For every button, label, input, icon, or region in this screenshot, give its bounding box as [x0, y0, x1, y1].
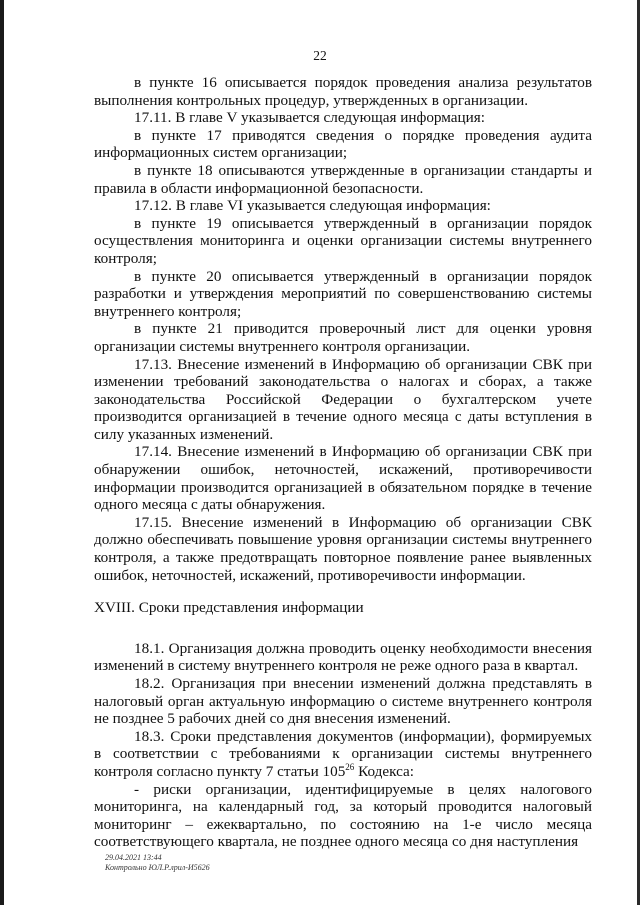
paragraph-18-3-text: 18.3. Сроки представления документов (информации), формируемых в соответствии с требованиями к организации системы внутреннего контроля согласно пункту 7 статьи 105 — [94, 727, 592, 780]
paragraph-1: в пункте 16 описывается порядок проведения анализа результатов выполнения контрольных процедур, утвержденных в организации. — [94, 74, 592, 109]
paragraph-9: 17.13. Внесение изменений в Информацию об организации СВК при изменении требований законодательства о налогах и сборах, а также законодательства Российской Федерации о бухгалтерском учете производится организацией в течение одного месяца с даты вступления в силу указанных изменений. — [94, 355, 592, 443]
paragraph-10: 17.14. Внесение изменений в Информацию об организации СВК при обнаружении ошибок, неточностей, искажений, противоречивости информации производится организацией в обязательном порядке в течение одного месяца с даты обнаружения. — [94, 443, 592, 514]
paragraph-7: в пункте 20 описывается утвержденный в организации порядок разработки и утверждения мероприятий по совершенствованию системы внутреннего контроля; — [94, 267, 592, 320]
paragraph-11: 17.15. Внесение изменений в Информацию об организации СВК должно обеспечивать повышение уровня организации системы внутреннего контроля, а также предотвращать повторное появление ранее выявленных ошибок, неточностей, искажений, противоречивости информации. — [94, 513, 592, 584]
page-number: 22 — [313, 48, 327, 63]
paragraph-risks: - риски организации, идентифицируемые в целях налогового мониторинга, на календарный год, за который проводится налоговый мониторинг – ежеквартально, по состоянию на 1-е число месяца соответствующего квартала, не позднее одного месяца со дня наступления — [94, 780, 592, 851]
paragraph-18-3-tail: Кодекса: — [354, 762, 414, 780]
article-superscript: 26 — [345, 761, 355, 772]
paragraph-6: в пункте 19 описывается утвержденный в организации порядок осуществления мониторинга и оценки организации системы внутреннего контроля; — [94, 214, 592, 267]
paragraph-5: 17.12. В главе VI указывается следующая информация: — [134, 197, 491, 215]
stamp-line: Контрольно ЮЛ.Р.лрил-И5626 — [105, 863, 210, 872]
document-body — [94, 74, 592, 851]
paragraph-18-2: 18.2. Организация при внесении изменений должна представлять в налоговый орган актуальную информацию о системе внутреннего контроля не позднее 5 рабочих дней со дня внесения изменений. — [94, 675, 592, 728]
paragraph-18-3 — [94, 728, 592, 781]
paragraph-2: 17.11. В главе V указывается следующая информация: — [134, 109, 486, 127]
paragraph-18-1: 18.1. Организация должна проводить оценку необходимости внесения изменений в систему внутреннего контроля не реже одного раза в квартал. — [94, 639, 592, 675]
scan-edge-left — [0, 0, 4, 905]
paragraph-4: в пункте 18 описываются утвержденные в организации стандарты и правила в области информационной безопасности. — [94, 161, 592, 197]
paragraph-3: в пункте 17 приводятся сведения о порядке проведения аудита информационных систем организации; — [94, 126, 592, 162]
stamp-date: 29.04.2021 13:44 — [105, 853, 162, 862]
paragraph-8: в пункте 21 приводится проверочный лист для оценки уровня организации системы внутреннего контроля организации. — [94, 320, 592, 355]
section-heading: XVIII. Сроки представления информации — [94, 599, 364, 617]
registration-stamp — [105, 853, 210, 873]
